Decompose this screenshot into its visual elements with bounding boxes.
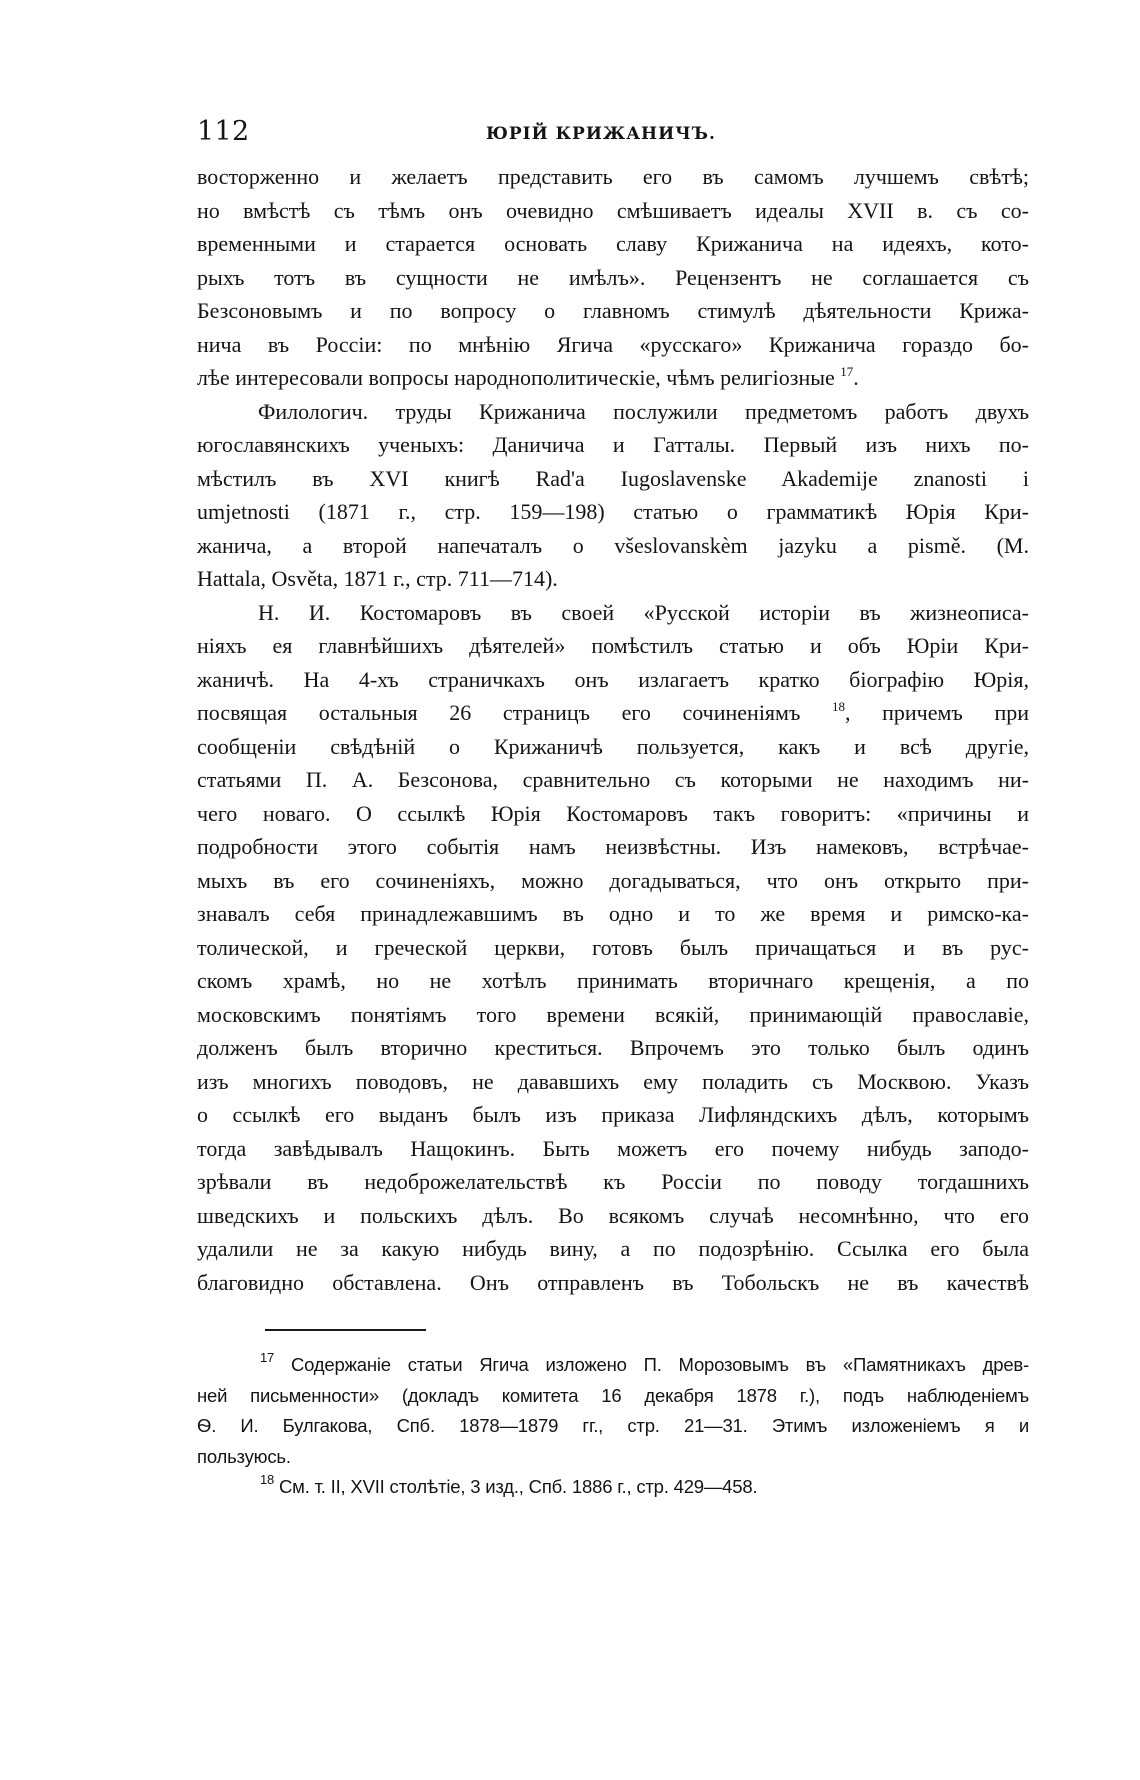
text-line: сообщеніи свѣдѣній о Крижаничѣ пользуется, какъ и всѣ другіе, bbox=[197, 733, 1029, 759]
paragraph-2 bbox=[197, 395, 1029, 596]
text-line: Безсоновымъ и по вопросу о главномъ стимулѣ дѣятельности Крижа- bbox=[197, 298, 1029, 323]
page-header bbox=[197, 116, 1029, 156]
footnote-line: Ѳ. И. Булгакова, Спб. 1878—1879 гг., стр. 21—31. Этимъ изложеніемъ я и bbox=[197, 1415, 1029, 1436]
text-line: но вмѣстѣ съ тѣмъ онъ очевидно смѣшиваетъ идеалы XVII в. съ со- bbox=[197, 197, 1029, 223]
text-line-tail: , причемъ при bbox=[845, 700, 1029, 725]
footnote-line: ней письменности» (докладъ комитета 16 декабря 1878 г.), подъ наблюденіемъ bbox=[197, 1384, 1029, 1406]
text-line: umjetnosti (1871 г., стр. 159—198) статью о грамматикѣ Юрія Кри- bbox=[197, 499, 1029, 524]
text-line: Hattala, Osvěta, 1871 г., стр. 711—714). bbox=[197, 566, 558, 591]
paragraph-3 bbox=[197, 596, 1029, 1300]
running-title: ЮРІЙ КРИЖАНИЧЪ. bbox=[486, 124, 716, 144]
text-line: мѣстилъ въ XVI книгѣ Rad'a Iugoslavenske Akademije znanosti i bbox=[197, 465, 1029, 491]
text-line: восторженно и желаетъ представить его въ самомъ лучшемъ свѣтѣ; bbox=[197, 164, 1029, 189]
text-line: посвящая остальныя 26 страницъ его сочиненіямъ bbox=[197, 700, 801, 725]
footnote-text: Содержаніе статьи Ягича изложено П. Морозовымъ въ «Памятникахъ древ- bbox=[290, 1354, 1029, 1375]
text-line: тогда завѣдывалъ Нащокинъ. Быть можетъ его почему нибудь заподо- bbox=[197, 1135, 1029, 1161]
text-line: Филологич. труды Крижанича послужили предметомъ работъ двухъ bbox=[258, 398, 1029, 424]
text-line: подробности этого событія намъ неизвѣстны. Изъ намековъ, встрѣчае- bbox=[197, 834, 1029, 859]
text-line: скомъ храмѣ, но не хотѣлъ принимать вторичнаго крещенія, а по bbox=[197, 968, 1029, 993]
text-line: шведскихъ и польскихъ дѣлъ. Во всякомъ случаѣ несомнѣнно, что его bbox=[197, 1202, 1029, 1228]
footnote-18 bbox=[197, 1472, 1029, 1503]
text-line: чего новаго. О ссылкѣ Юрія Костомаровъ такъ говоритъ: «причины и bbox=[197, 800, 1029, 826]
footnote-line bbox=[197, 1472, 1029, 1503]
text-line: жаничѣ. На 4-хъ страничкахъ онъ излагаетъ кратко біографію Юрія, bbox=[197, 666, 1029, 692]
footnote-text: См. т. II, XVII столѣтіе, 3 изд., Спб. 1886 г., стр. 429—458. bbox=[279, 1476, 758, 1497]
footnotes bbox=[197, 1350, 1029, 1503]
text-line: лѣе интересовали вопросы народнополитическіе, чѣмъ религіозные bbox=[197, 365, 835, 390]
text-line: Н. И. Костомаровъ въ своей «Русской исторіи въ жизнеописа- bbox=[258, 599, 1029, 625]
text-line: московскимъ понятіямъ того времени всякій, принимающій православіе, bbox=[197, 1001, 1029, 1027]
footnote-number: 18 bbox=[260, 1472, 275, 1487]
body-text bbox=[197, 160, 1029, 1299]
footnote-ref-18[interactable]: 18 bbox=[832, 699, 845, 714]
text-line-with-ref bbox=[197, 696, 1029, 730]
text-line: изъ многихъ поводовъ, не дававшихъ ему поладить съ Москвою. Указъ bbox=[197, 1068, 1029, 1094]
text-line: благовидно обставлена. Онъ отправленъ въ Тобольскъ не въ качествѣ bbox=[197, 1269, 1029, 1295]
text-line: временными и старается основать славу Крижанича на идеяхъ, кото- bbox=[197, 231, 1029, 256]
text-line-with-ref: лѣе интересовали вопросы народнополитическіе, чѣмъ религіозные $^{17}$. bbox=[197, 364, 859, 390]
text-line: знавалъ себя принадлежавшимъ въ одно и то же время и римско-ка- bbox=[197, 901, 1029, 926]
text-line: статьями П. А. Безсонова, сравнительно съ которыми не находимъ ни- bbox=[197, 767, 1029, 792]
text-line: нича въ Россіи: по мнѣнію Ягича «русскаго» Крижанича гораздо бо- bbox=[197, 331, 1029, 357]
text-line: ніяхъ ея главнѣйшихъ дѣятелей» помѣстилъ статью и объ Юріи Кри- bbox=[197, 633, 1029, 658]
text-line: жанича, а второй напечаталъ о všeslovanskèm jazyku a pismě. (M. bbox=[197, 532, 1029, 558]
text-line: толической, и греческой церкви, готовъ былъ причащаться и въ рус- bbox=[197, 934, 1029, 960]
text-line: югославянскихъ ученыхъ: Даничича и Гатталы. Первый изъ нихъ по- bbox=[197, 432, 1029, 457]
paragraph-1 bbox=[197, 160, 1029, 395]
text-line: долженъ былъ вторично креститься. Впрочемъ это только былъ одинъ bbox=[197, 1035, 1029, 1060]
text-line: удалили не за какую нибудь вину, а по подозрѣнію. Ссылка его была bbox=[197, 1236, 1029, 1261]
page bbox=[197, 116, 1029, 1503]
footnote-line: пользуюсь. bbox=[197, 1445, 291, 1467]
footnote-divider bbox=[265, 1329, 426, 1331]
text-line: рыхъ тотъ въ сущности не имѣлъ». Рецензентъ не соглашается съ bbox=[197, 264, 1029, 290]
page-number: 112 bbox=[197, 116, 250, 147]
footnote-number: 17 bbox=[260, 1350, 275, 1365]
footnote-ref-17[interactable]: 17 bbox=[840, 364, 854, 379]
text-line: мыхъ въ его сочиненіяхъ, можно догадываться, что онъ открыто при- bbox=[197, 867, 1029, 893]
text-line: зрѣвали въ недоброжелательствѣ къ Россіи по поводу тогдашнихъ bbox=[197, 1169, 1029, 1194]
text-line: о ссылкѣ его выданъ былъ изъ приказа Лифляндскихъ дѣлъ, которымъ bbox=[197, 1102, 1029, 1127]
footnote-17 bbox=[197, 1350, 1029, 1472]
footnote-line bbox=[197, 1350, 1029, 1381]
